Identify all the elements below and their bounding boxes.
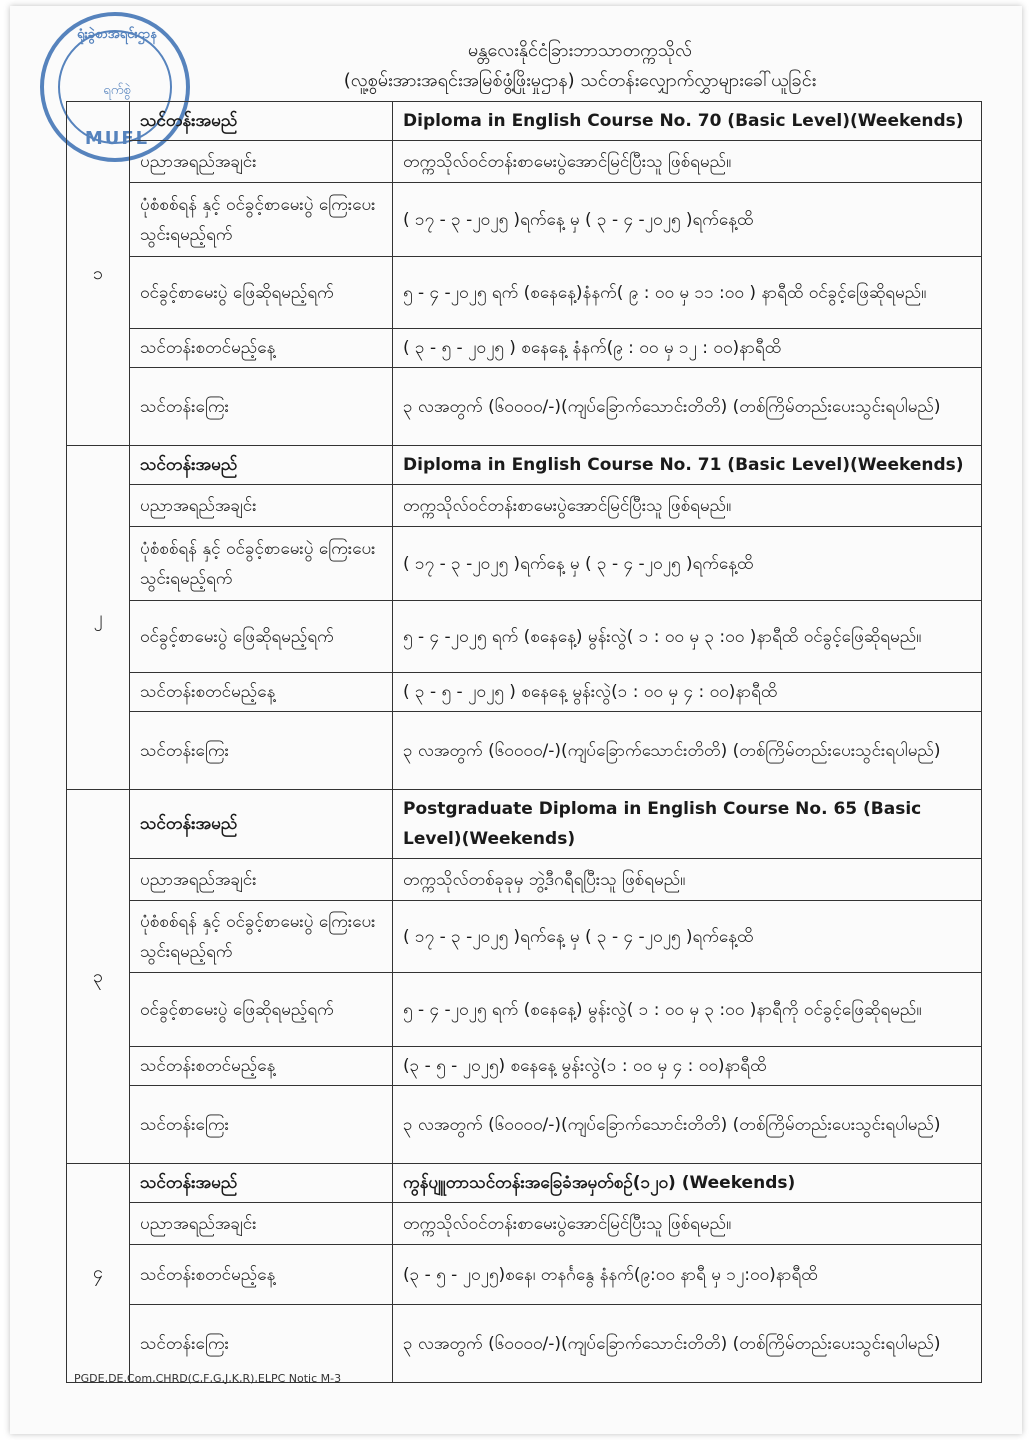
row-label: ပညာအရည်အချင်း <box>130 859 393 901</box>
course-notice-table <box>66 101 982 1383</box>
table-row <box>67 1086 982 1164</box>
row-label: ပုံစံစစ်ရန် နှင့် ဝင်ခွင့်စာမေးပွဲ ကြေးပေးသွင်းရမည့်ရက် <box>130 183 393 257</box>
row-label: ပညာအရည်အချင်း <box>130 1203 393 1245</box>
row-label: သင်တန်းအမည် <box>130 446 393 485</box>
row-value: (၃ - ၅ - ၂၀၂၅) စနေနေ့ မွန်းလွဲ(၁ : ၀၀ မှ ၄ : ၀၀)နာရီထိ <box>393 1047 982 1086</box>
row-value: (၃ - ၅ - ၂၀၂၅)စနေ၊ တနင်္ဂနွေ နံနက်(၉:၀၀ နာရီ မှ ၁၂:၀၀)နာရီထိ <box>393 1245 982 1305</box>
row-value: တက္ကသိုလ်ဝင်တန်းစာမေးပွဲအောင်မြင်ပြီးသူ ဖြစ်ရမည်။ <box>393 141 982 183</box>
section-number: ၄ <box>67 1164 130 1383</box>
stamp-text-mid: ရက်စွဲ <box>103 83 131 98</box>
row-value: တက္ကသိုလ်တစ်ခုခုမှ ဘွဲ့ဒီဂရီရပြီးသူ ဖြစ်ရမည်။ <box>393 859 982 901</box>
header-title: မန္တလေးနိုင်ငံခြားဘာသာတက္ကသိုလ် <box>467 40 693 61</box>
document-header <box>200 36 960 96</box>
table-row <box>67 368 982 446</box>
row-label: ပုံစံစစ်ရန် နှင့် ဝင်ခွင့်စာမေးပွဲ ကြေးပေးသွင်းရမည့်ရက် <box>130 901 393 973</box>
course-name: Diploma in English Course No. 70 (Basic Level)(Weekends) <box>393 102 982 141</box>
row-value: ၃ လအတွက် (၆၀၀၀၀/-)(ကျပ်ခြောက်သောင်းတိတိ) (တစ်ကြိမ်တည်းပေးသွင်းရပါမည်) <box>393 1305 982 1383</box>
table-row <box>67 329 982 368</box>
table-row <box>67 1203 982 1245</box>
row-value: ၅ - ၄ -၂၀၂၅ ရက် (စနေနေ့) မွန်းလွဲ( ၁ : ၀၀ မှ ၃ :၀၀ )နာရီကို ဝင်ခွင့်ဖြေဆိုရမည်။ <box>393 973 982 1047</box>
section-number: ၂ <box>67 446 130 790</box>
course-name: ကွန်ပျူတာသင်တန်းအခြေခံအမှတ်စဉ်(၁၂၀) (Weekends) <box>393 1164 982 1203</box>
course-name: Postgraduate Diploma in English Course No. 65 (Basic Level)(Weekends) <box>393 790 982 859</box>
table-row <box>67 973 982 1047</box>
row-value: ၅ - ၄ -၂၀၂၅ ရက် (စနေနေ့)နံနက်( ၉ : ၀၀ မှ ၁၁ :၀၀ ) နာရီထိ ဝင်ခွင့်ဖြေဆိုရမည်။ <box>393 257 982 329</box>
row-label: သင်တန်းကြေး <box>130 712 393 790</box>
table-row <box>67 527 982 601</box>
row-label: သင်တန်းအမည် <box>130 790 393 859</box>
row-label: သင်တန်းစတင်မည့်နေ့ <box>130 329 393 368</box>
stamp-text-top: ရုံးခွဲစာအရင်းဌာန <box>77 27 157 42</box>
row-value: ( ၃ - ၅ - ၂၀၂၅ ) စနေနေ့ မွန်းလွဲ(၁ : ၀၀ မှ ၄ : ၀၀)နာရီထိ <box>393 673 982 712</box>
table-row <box>67 485 982 527</box>
row-label: ပညာအရည်အချင်း <box>130 141 393 183</box>
row-label: သင်တန်းကြေး <box>130 368 393 446</box>
row-value: တက္ကသိုလ်ဝင်တန်းစာမေးပွဲအောင်မြင်ပြီးသူ ဖြစ်ရမည်။ <box>393 1203 982 1245</box>
table-row <box>67 1305 982 1383</box>
row-label: သင်တန်းကြေး <box>130 1086 393 1164</box>
table-row <box>67 446 982 485</box>
table-row <box>67 141 982 183</box>
row-label: ပုံစံစစ်ရန် နှင့် ဝင်ခွင့်စာမေးပွဲ ကြေးပေးသွင်းရမည့်ရက် <box>130 527 393 601</box>
row-value: တက္ကသိုလ်ဝင်တန်းစာမေးပွဲအောင်မြင်ပြီးသူ ဖြစ်ရမည်။ <box>393 485 982 527</box>
course-name: Diploma in English Course No. 71 (Basic Level)(Weekends) <box>393 446 982 485</box>
stamp-text-bottom: MUFL <box>84 128 150 149</box>
row-value: ၅ - ၄ -၂၀၂၅ ရက် (စနေနေ့) မွန်းလွဲ( ၁ : ၀၀ မှ ၃ :၀၀ )နာရီထိ ဝင်ခွင့်ဖြေဆိုရမည်။ <box>393 601 982 673</box>
footer-reference: PGDE,DE,Com,CHRD(C,F,G,J,K,R),ELPC Notic M-3 <box>74 1372 342 1385</box>
table-row <box>67 859 982 901</box>
table-row <box>67 1047 982 1086</box>
row-label: သင်တန်းစတင်မည့်နေ့ <box>130 673 393 712</box>
row-label: သင်တန်းကြေး <box>130 1305 393 1383</box>
table-row <box>67 1245 982 1305</box>
row-label: ဝင်ခွင့်စာမေးပွဲ ဖြေဆိုရမည့်ရက် <box>130 973 393 1047</box>
row-label: သင်တန်းစတင်မည့်နေ့ <box>130 1047 393 1086</box>
row-label: သင်တန်းအမည် <box>130 1164 393 1203</box>
row-value: ( ၁၇ - ၃ -၂၀၂၅ )ရက်နေ့ မှ ( ၃ - ၄ -၂၀၂၅ )ရက်နေ့ထိ <box>393 901 982 973</box>
table-row <box>67 673 982 712</box>
row-label: သင်တန်းအမည် <box>130 102 393 141</box>
header-subtitle: (လူ့စွမ်းအားအရင်းအမြစ်ဖွံ့ဖြိုးမှုဌာန) သင်တန်းလျှောက်လွှာများခေါ်ယူခြင်း <box>343 70 817 91</box>
table-row <box>67 102 982 141</box>
row-value: ၃ လအတွက် (၆၀၀၀၀/-)(ကျပ်ခြောက်သောင်းတိတိ) (တစ်ကြိမ်တည်းပေးသွင်းရပါမည်) <box>393 368 982 446</box>
table-row <box>67 1164 982 1203</box>
table-row <box>67 790 982 859</box>
row-label: သင်တန်းစတင်မည့်နေ့ <box>130 1245 393 1305</box>
table-row <box>67 183 982 257</box>
table-row <box>67 601 982 673</box>
row-value: ( ၃ - ၅ - ၂၀၂၅ ) စနေနေ့ နံနက်(၉ : ၀၀ မှ ၁၂ : ၀၀)နာရီထိ <box>393 329 982 368</box>
table-row <box>67 901 982 973</box>
row-label: ဝင်ခွင့်စာမေးပွဲ ဖြေဆိုရမည့်ရက် <box>130 601 393 673</box>
table-row <box>67 257 982 329</box>
row-label: ပညာအရည်အချင်း <box>130 485 393 527</box>
row-value: ၃ လအတွက် (၆၀၀၀၀/-)(ကျပ်ခြောက်သောင်းတိတိ) (တစ်ကြိမ်တည်းပေးသွင်းရပါမည်) <box>393 1086 982 1164</box>
row-value: ( ၁၇ - ၃ -၂၀၂၅ )ရက်နေ့ မှ ( ၃ - ၄ -၂၀၂၅ )ရက်နေ့ထိ <box>393 183 982 257</box>
row-value: ၃ လအတွက် (၆၀၀၀၀/-)(ကျပ်ခြောက်သောင်းတိတိ) (တစ်ကြိမ်တည်းပေးသွင်းရပါမည်) <box>393 712 982 790</box>
table-row <box>67 712 982 790</box>
row-value: ( ၁၇ - ၃ -၂၀၂၅ )ရက်နေ့ မှ ( ၃ - ၄ -၂၀၂၅ )ရက်နေ့ထိ <box>393 527 982 601</box>
section-number: ၁ <box>67 102 130 446</box>
row-label: ဝင်ခွင့်စာမေးပွဲ ဖြေဆိုရမည့်ရက် <box>130 257 393 329</box>
section-number: ၃ <box>67 790 130 1164</box>
